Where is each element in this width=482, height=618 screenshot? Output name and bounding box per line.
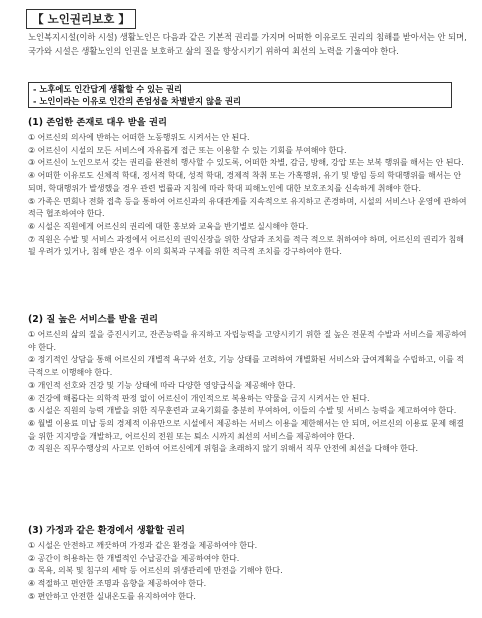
section-quality-service xyxy=(28,313,468,456)
document-title: 【 노인권리보호 】 xyxy=(26,9,136,29)
section-heading: (3) 가정과 같은 환경에서 생활할 권리 xyxy=(28,525,185,536)
list-item: ⑦ 직원은 수발 및 서비스 과정에서 어르신의 권익신장을 위한 상담과 조치를 적극 적으로 취하여야 하며, 어르신의 권리가 침해될 우려가 있거나, 침해 받은 경우 이의 회복과 구제를 위한 적극적 조치를 강구하여야 한다. xyxy=(28,234,464,257)
list-item: ① 시설은 안전하고 깨끗하며 가정과 같은 환경을 제공하여야 한다. xyxy=(28,541,258,550)
list-item: ⑤ 가족은 면회나 전화 접촉 등을 통하여 어르신과의 유대관계를 지속적으로 유지하고 존경하며, 시설의 서비스나 운영에 관하여 적극 협조하여야 한다. xyxy=(28,196,467,219)
list-item: ④ 건강에 해롭다는 의학적 판정 없이 어르신이 개인적으로 복용하는 약물을 금지 시켜서는 안 된다. xyxy=(28,393,370,403)
list-item: ① 어르신의 삶의 질을 증진시키고, 잔존능력을 유지하고 자립능력을 고양시키기 위한 질 높은 전문적 수발과 서비스를 제공하여야 한다. xyxy=(28,330,467,352)
list-item: ③ 어르신이 노인으로서 갖는 권리를 완전히 행사할 수 있도록, 어떠한 차별, 감금, 방해, 강압 또는 보복 행위를 해서는 안 된다. xyxy=(28,158,464,168)
list-item: ① 어르신의 의사에 반하는 어떠한 노동행위도 시켜서는 안 된다. xyxy=(28,133,250,142)
list-item: ⑦ 직원은 직무수행상의 사고로 인하여 어르신에게 위험을 초래하지 않기 위해서 직무 안전에 최선을 다해야 한다. xyxy=(28,444,419,454)
section-home-environment xyxy=(28,524,468,604)
list-item: ⑥ 시설은 직원에게 어르신의 권리에 대한 홍보와 교육을 반기별로 실시해야 한다. xyxy=(28,221,309,231)
section-heading: (2) 질 높은 서비스를 받을 권리 xyxy=(28,314,158,325)
core-right-2: - 노인이라는 이유로 인간의 존엄성을 차별받지 않을 권리 xyxy=(33,96,242,106)
list-item: ② 어르신이 시설의 모든 서비스에 자유롭게 접근 또는 이용할 수 있는 기회를 부여해야 한다. xyxy=(28,145,347,155)
section-dignity xyxy=(28,116,468,259)
list-item: ⑤ 편안하고 안전한 실내온도를 유지하여야 한다. xyxy=(28,591,196,601)
core-rights-box xyxy=(28,82,452,108)
list-item: ⑤ 시설은 직원의 능력 개발을 위한 직무훈련과 교육기회를 충분히 부여하여, 이들의 수발 및 서비스 능력을 제고하여야 한다. xyxy=(28,406,457,416)
list-item: ② 공간이 허용하는 한 개별적인 수납공간을 제공하여야 한다. xyxy=(28,553,240,563)
list-item: ③ 개인적 선호와 건강 및 기능 상태에 따라 다양한 영양급식을 제공해야 한다. xyxy=(28,380,296,390)
list-item: ④ 어떠한 이유로도 신체적 학대, 정서적 학대, 성적 학대, 경제적 착취 또는 가혹행위, 유기 및 방임 등의 학대행위를 해서는 안되며, 학대행위가 발생했을 경우 관련 법률과 지침에 따라 학대 피해노인에 대한 보호조치를 신속하게 취해야 한다. xyxy=(28,171,462,193)
section-heading: (1) 존엄한 존재로 대우 받을 권리 xyxy=(28,117,167,128)
intro-paragraph: 노인복지시설(이하 시설) 생활노인은 다음과 같은 기본적 권리를 가지며 어떠한 이유로도 권리의 침해를 받아서는 안 되며, 국가와 시설은 생활노인의 인권을 보호하고 삶의 질을 향상시키기 위하여 최선의 노력을 기울여야 한다. xyxy=(28,32,467,56)
core-right-1: - 노후에도 인간답게 생활할 수 있는 권리 xyxy=(33,84,183,94)
list-item: ④ 적절하고 편안한 조명과 음향을 제공하여야 한다. xyxy=(28,579,207,589)
list-item: ⑥ 월별 이용료 미납 등의 경제적 이유만으로 시설에서 제공하는 서비스 이용을 제한해서는 안 되며, 어르신의 이용료 문제 해결을 위한 지지망을 개발하고, 어르신의 전원 또는 퇴소 시까지 최선의 서비스를 제공하여야 한다. xyxy=(28,418,464,441)
list-item: ③ 목욕, 의복 및 침구의 세탁 등 어르신의 위생관리에 만전을 기해야 한다. xyxy=(28,566,283,576)
list-item: ② 정기적인 상담을 통해 어르신의 개별적 욕구와 선호, 기능 상태를 고려하여 개별화된 서비스와 급여계획을 수립하고, 이를 적극적으로 이행해야 한다. xyxy=(28,355,464,378)
